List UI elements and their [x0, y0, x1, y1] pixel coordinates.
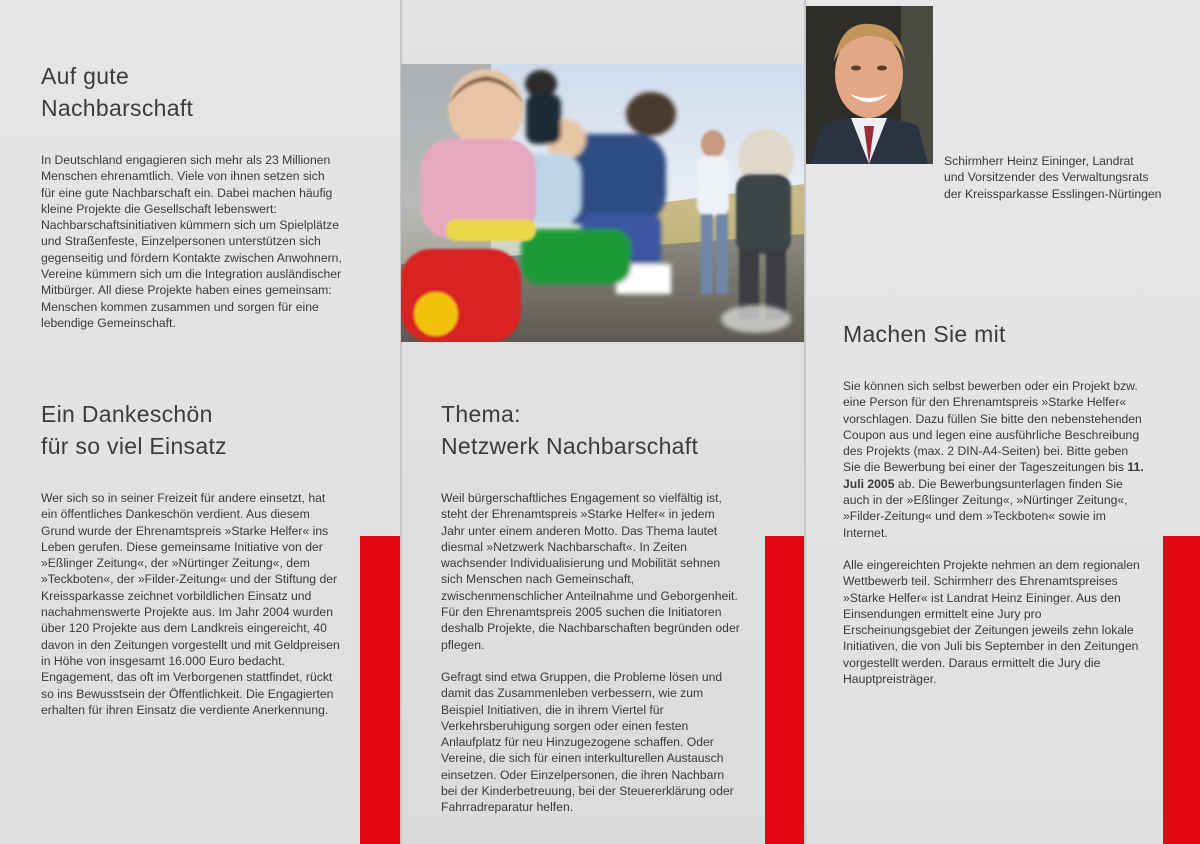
caption-line: Schirmherr Heinz Eininger, Landrat: [944, 154, 1134, 168]
heading-line: für so viel Einsatz: [41, 433, 227, 459]
machen-sie-mit-text: [843, 378, 1148, 703]
portrait-illustration: [806, 6, 933, 164]
red-accent-bar: [360, 536, 400, 844]
heading-machen-sie-mit: Machen Sie mit: [843, 321, 1006, 347]
heading-dankeschoen: [41, 398, 227, 462]
photo-illustration: [401, 64, 804, 342]
heading-thema: [441, 398, 698, 462]
portrait-caption: [944, 153, 1194, 202]
thema-text: [441, 490, 741, 832]
text-run: Sie können sich selbst bewerben oder ein Projekt bzw. eine Person für den Ehrenamtspreis »Starke Helfer« vorschlagen. Dazu füllen Sie bitte den nebenstehenden Coupon aus und legen eine ausführliche Beschreibung des Projekts (max. 2 DIN-A4-Seiten) bei. Bitte geben Sie die Bewerbung bei einer der Tageszeitungen bis: [843, 379, 1142, 475]
photo-neighbors-playing: [401, 64, 804, 342]
heading-line: Auf gute: [41, 63, 130, 89]
paragraph: [843, 378, 1148, 541]
caption-line: und Vorsitzender des Verwaltungsrats: [944, 170, 1149, 185]
text-run: ab. Die Bewerbungsunterlagen finden Sie auch in der »Eßlinger Zeitung«, »Nürtinger Zeitung«, »Filder-Zeitung« und dem »Teckboten« sowie im Internet.: [843, 476, 1128, 540]
intro-text: In Deutschland engagieren sich mehr als 23 Millionen Menschen ehrenamtlich. Viele von ihnen setzen sich für eine gute Nachbarschaft ein. Dabei machen häufig kleine Projekte die Gesellschaft lebenswert: Nachbarschaftsinitiativen kümmern sich um Spielplätze und Straßenfeste, Einzelpersonen unterstützen sich gegenseitig und fördern Kontakte zwischen Anwohnern, Vereine kümmern sich um die Integration ausländischer Mitbürger. All diese Projekte haben eines gemeinsam: Menschen kommen zusammen und sorgen für eine lebendige Gemeinschaft.: [41, 153, 342, 330]
paragraph: Alle eingereichten Projekte nehmen an dem regionalen Wettbewerb teil. Schirmherr des Ehrenamtspreises »Starke Helfer« ist Landrat Heinz Eininger. Aus den Einsendungen ermittelt eine Jury pro Erscheinungsgebiet der Zeitungen jeweils zehn lokale Initiativen, die von Juli bis September in den Zeitungen vorgestellt werden. Daraus ermittelt die Jury die Hauptpreisträger.: [843, 557, 1140, 687]
heading-line: Thema:: [441, 401, 521, 427]
paragraph: Gefragt sind etwa Gruppen, die Probleme lösen und damit das Zusammenleben verbessern, wie zum Beispiel Initiativen, die in ihrem Viertel für Verkehrsberuhigung sorgen oder einen festen Anlaufplatz für neu Hinzugezogene schaffen. Oder Vereine, die sich für einen interkulturellen Austausch einsetzen. Oder Einzelpersonen, die ihren Nachbarn bei der Kinderbetreuung, bei der Steuererklärung oder Fahrradreparatur helfen.: [441, 669, 734, 815]
heading-line: Ein Dankeschön: [41, 401, 213, 427]
caption-line: der Kreissparkasse Esslingen-Nürtingen: [944, 186, 1162, 201]
dankeschoen-text: Wer sich so in seiner Freizeit für andere einsetzt, hat ein öffentliches Dankeschön verdient. Aus diesem Grund wurde der Ehrenamtspreis »Starke Helfer« ins Leben gerufen. Diese gemeinsame Initiative von der »Eßlinger Zeitung«, der »Nürtinger Zeitung«, dem »Teckboten«, der »Filder-Zeitung« und der Stiftung der Kreissparkasse zeichnet vorbildlichen Einsatz und nachahmenswerte Projekte aus. Im Jahr 2004 wurden über 120 Projekte aus dem Landkreis eingereicht, 40 davon in den Zeitungen vorgestellt und mit Geldpreisen in Höhe von insgesamt 16.000 Euro bedacht. Engagement, das oft im Verborgenen stattfindet, rückt so ins Bewusstsein der Öffentlichkeit. Die Engagierten erhalten für ihren Einsatz die verdiente Anerkennung.: [41, 491, 340, 717]
portrait-photo: [806, 6, 933, 164]
paragraph: Weil bürgerschaftliches Engagement so vielfältig ist, steht der Ehrenamtspreis »Starke Helfer« in jedem Jahr unter einem anderen Motto. Das Thema lautet diesmal »Netzwerk Nachbarschaft«. In Zeiten wachsender Individualisierung und Mobilität sehnen sich Menschen nach Gemeinschaft, zwischenmenschlicher Anteilnahme und Geborgenheit. Für den Ehrenamtspreis 2005 suchen die Initiatoren deshalb Projekte, die Nachbarschaften begründen oder pflegen.: [441, 491, 740, 652]
heading-line: Nachbarschaft: [41, 95, 194, 121]
deadline-date: 11. Juli 2005: [843, 460, 1144, 491]
red-accent-bar: [765, 536, 805, 844]
heading-line: Netzwerk Nachbarschaft: [441, 433, 699, 459]
red-accent-bar: [1163, 536, 1200, 844]
heading-auf-gute-nachbarschaft: [41, 60, 193, 124]
